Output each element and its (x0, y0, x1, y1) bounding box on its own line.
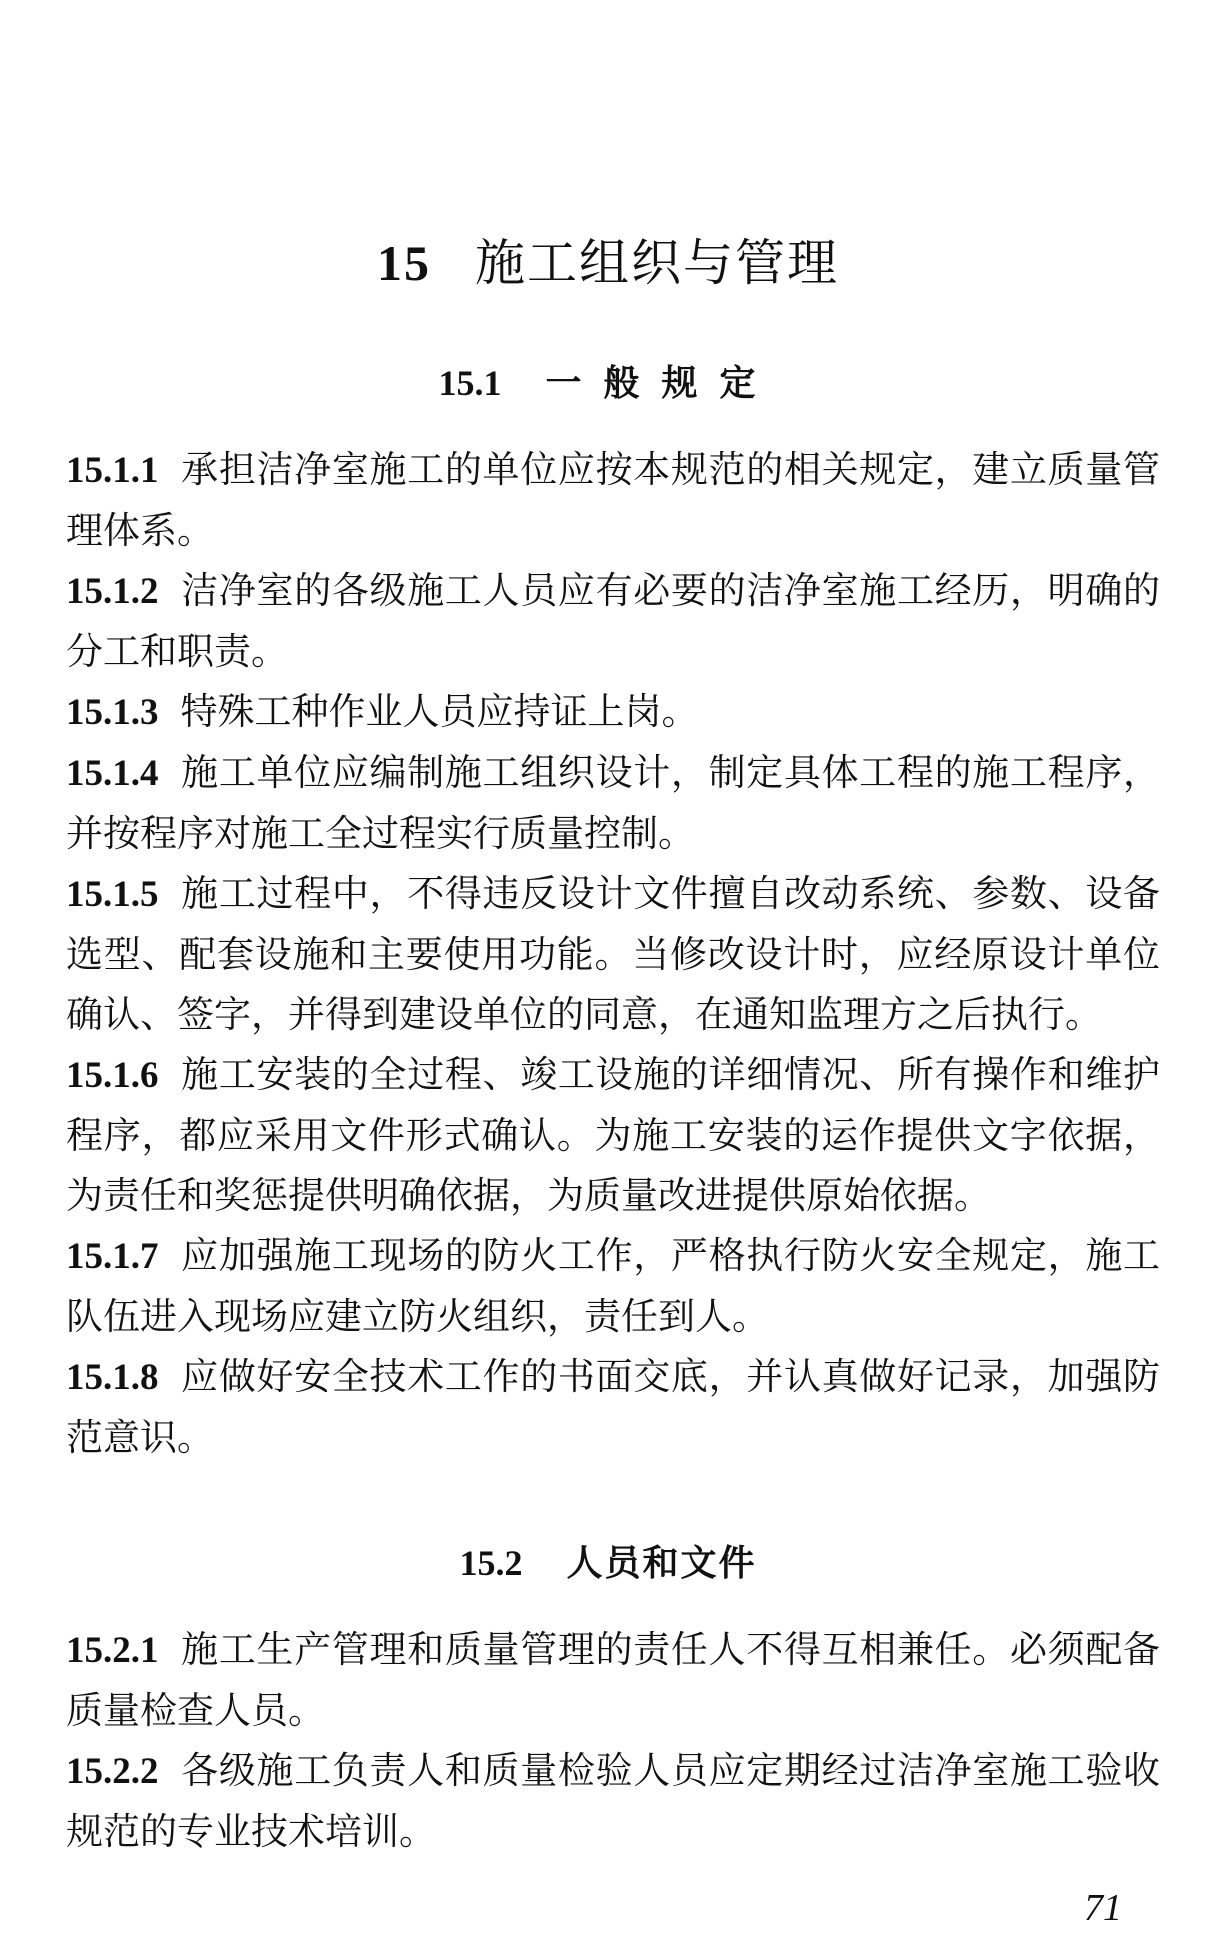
clause-15-1-5 (66, 864, 1160, 1045)
page-number: 71 (1084, 1887, 1122, 1929)
clause-number: 15.2.2 (66, 1751, 159, 1792)
clause-15-2-2 (66, 1741, 1160, 1862)
section-heading-15-1 (0, 358, 1216, 408)
clause-number: 15.1.4 (66, 753, 159, 794)
clause-text: 承担洁净室施工的单位应按本规范的相关规定，建立质量管理体系。 (66, 448, 1160, 552)
chapter-title: 施工组织与管理 (475, 234, 839, 292)
section-heading-15-2 (0, 1538, 1216, 1588)
clause-15-2-1 (66, 1620, 1160, 1741)
clause-text: 应加强施工现场的防火工作，严格执行防火安全规定，施工队伍进入现场应建立防火组织，责任到人。 (66, 1234, 1160, 1338)
clause-text: 应做好安全技术工作的书面交底，并认真做好记录，加强防范意识。 (66, 1355, 1160, 1459)
clause-text: 施工过程中，不得违反设计文件擅自改动系统、参数、设备选型、配套设施和主要使用功能。当修改设计时，应经原设计单位确认、签字，并得到建设单位的同意，在通知监理方之后执行。 (66, 872, 1160, 1036)
section-body-15-1 (66, 440, 1160, 1468)
section-number: 15.2 (459, 1543, 523, 1583)
clause-15-1-6 (66, 1045, 1160, 1226)
clause-number: 15.1.7 (66, 1236, 159, 1277)
clause-number: 15.1.5 (66, 874, 159, 915)
chapter-number: 15 (377, 235, 431, 291)
clause-15-1-3 (66, 682, 1160, 743)
clause-text: 施工生产管理和质量管理的责任人不得互相兼任。必须配备质量检查人员。 (66, 1628, 1160, 1732)
clause-text: 施工单位应编制施工组织设计，制定具体工程的施工程序，并按程序对施工全过程实行质量控制。 (66, 751, 1160, 855)
clause-text: 特殊工种作业人员应持证上岗。 (180, 690, 699, 733)
section-body-15-2 (66, 1620, 1160, 1862)
clause-text: 洁净室的各级施工人员应有必要的洁净室施工经历，明确的分工和职责。 (66, 569, 1160, 673)
clause-number: 15.1.2 (66, 571, 159, 612)
clause-15-1-1 (66, 440, 1160, 561)
clause-15-1-4 (66, 743, 1160, 864)
section-title: 人员和文件 (566, 1542, 757, 1584)
clause-number: 15.1.6 (66, 1055, 159, 1096)
clause-15-1-7 (66, 1226, 1160, 1347)
clause-15-1-2 (66, 561, 1160, 682)
section-title: 一般规定 (545, 362, 778, 404)
clause-text: 施工安装的全过程、竣工设施的详细情况、所有操作和维护程序，都应采用文件形式确认。为施工安装的运作提供文字依据，为责任和奖惩提供明确依据，为质量改进提供原始依据。 (66, 1053, 1160, 1217)
chapter-heading (0, 228, 1216, 298)
section-number: 15.1 (438, 363, 502, 403)
clause-number: 15.1.3 (66, 692, 159, 733)
clause-text: 各级施工负责人和质量检验人员应定期经过洁净室施工验收规范的专业技术培训。 (66, 1749, 1160, 1853)
clause-number: 15.2.1 (66, 1630, 159, 1671)
clause-number: 15.1.8 (66, 1357, 159, 1398)
clause-number: 15.1.1 (66, 450, 159, 491)
clause-15-1-8 (66, 1347, 1160, 1468)
